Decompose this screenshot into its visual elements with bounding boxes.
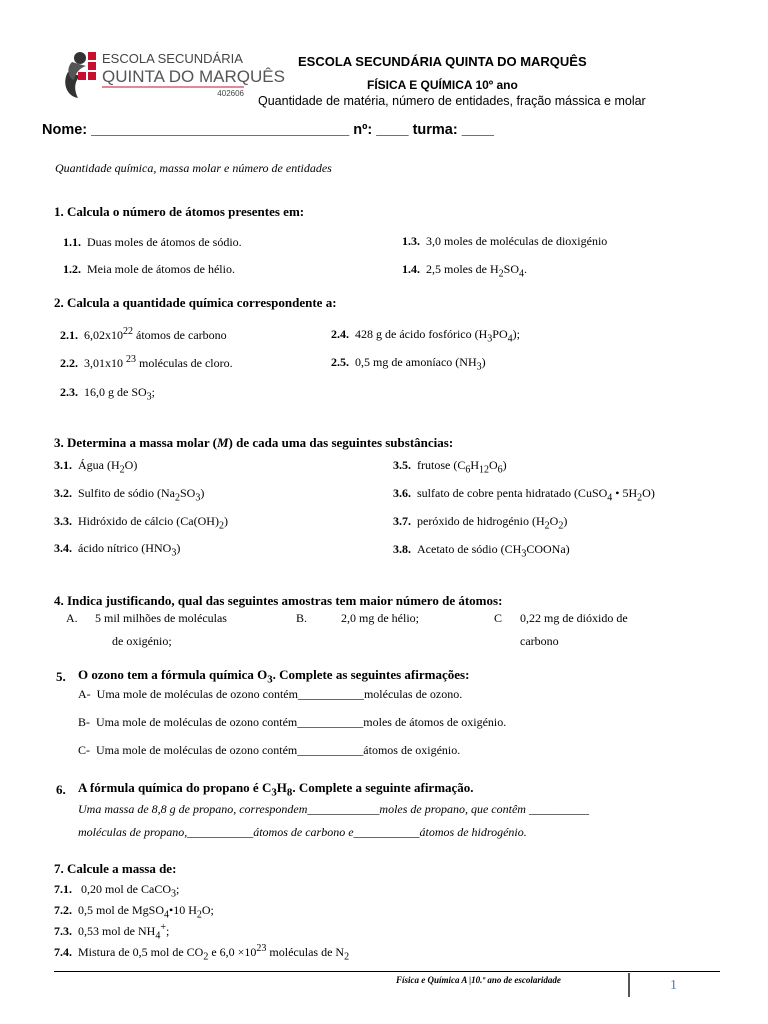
footer-divider xyxy=(628,973,630,997)
q4-option-a-line2: de oxigénio; xyxy=(112,634,172,648)
q4-option-c-line2: carbono xyxy=(520,634,559,648)
q1-item-1: 1.1. Duas moles de átomos de sódio. xyxy=(63,235,242,249)
q1-item-3: 1.3. 3,0 moles de moléculas de dioxigénio xyxy=(402,234,608,248)
school-name: ESCOLA SECUNDÁRIA QUINTA DO MARQUÊS xyxy=(298,54,587,69)
class-label: turma: xyxy=(412,122,458,138)
question-6-number: 6. xyxy=(56,782,66,797)
page-number: 1 xyxy=(670,978,677,993)
number-label: nº: xyxy=(353,122,373,138)
topic-subtitle: Quantidade de matéria, número de entidades, fração mássica e molar xyxy=(258,94,646,108)
logo-code: 402606 xyxy=(217,89,244,98)
logo-line1: ESCOLA SECUNDÁRIA xyxy=(102,51,243,66)
q2-item-1: 2.1. $6,02x10^{22}$ átomos de carbono xyxy=(60,326,227,342)
footer-text: Física e Química A |10.º ano de escolaridade xyxy=(396,975,561,985)
q3-item-7: 3.7. peróxido de hidrogénio $(H_2O_2)$ xyxy=(393,514,568,532)
school-logo xyxy=(58,42,285,104)
question-5-title: O ozono tem a fórmula química $O_3$. Complete as seguintes afirmações: xyxy=(78,667,470,686)
question-7-title: 7. Calcule a massa de: xyxy=(54,861,177,876)
number-field[interactable]: ____ xyxy=(376,122,409,138)
q4-option-c-label: C xyxy=(494,611,503,625)
question-3-title: 3. Determina a massa molar (M) de cada uma das seguintes substâncias: xyxy=(54,435,454,450)
q3-item-2: 3.2. Sulfito de sódio $(Na_2SO_3)$ xyxy=(54,486,205,504)
student-info-line xyxy=(42,122,494,138)
q3-item-4: 3.4. ácido nítrico $(HNO_3)$ xyxy=(54,541,181,559)
q6-statement-line1[interactable]: Uma massa de 8,8 g de propano, correspondem____________moles de propano, que contêm __________ xyxy=(78,802,589,816)
logo-emblem-icon xyxy=(65,52,96,98)
q7-item-4: 7.4. Mistura de 0,5 mol de $CO_2$ e $6,0 \times 10^{23}$ moléculas de $N_2$ xyxy=(54,943,350,963)
q2-item-2: 2.2. 3,01x10 $^{23}$ moléculas de cloro. xyxy=(60,354,233,370)
q7-item-2: 7.2. 0,5 mol de MgSO$_4$•10 $H_2O$; xyxy=(54,903,214,921)
q4-option-b-text: 2,0 mg de hélio; xyxy=(341,611,419,625)
logo-line2: QUINTA DO MARQUÊS xyxy=(102,67,285,86)
name-field[interactable]: ________________________________ xyxy=(91,122,350,138)
q3-item-6: 3.6. sulfato de cobre penta hidratado (CuSO$_4$ • $5H_2O$) xyxy=(393,486,655,504)
q5-blank-c[interactable]: ___________ xyxy=(297,743,364,757)
q4-option-c-line1: 0,22 mg de dióxido de xyxy=(520,611,628,625)
question-4-title: 4. Indica justificando, qual das seguintes amostras tem maior número de átomos: xyxy=(54,593,503,608)
footer-rule xyxy=(54,971,720,972)
class-field[interactable]: ____ xyxy=(461,122,494,138)
q3-item-3: 3.3. Hidróxido de cálcio $(Ca(OH)_2)$ xyxy=(54,514,228,532)
question-6-title: A fórmula química do propano é $C_3H_8$. Complete a seguinte afirmação. xyxy=(78,780,474,799)
q4-option-b-label: B. xyxy=(296,611,308,625)
q3-item-8: 3.8. Acetato de sódio $(CH_3COONa)$ xyxy=(393,542,570,560)
question-5-number: 5. xyxy=(56,669,66,684)
section-title: Quantidade química, massa molar e número de entidades xyxy=(55,161,332,175)
q4-option-a-label: A. xyxy=(66,611,78,625)
q7-item-1: 7.1. 0,20 mol de CaCO$_3$; xyxy=(54,882,180,900)
q3-item-1: 3.1. Água $(H_2O)$ xyxy=(54,458,138,476)
q5-statement-a: A- Uma mole de moléculas de ozono contém___________moléculas de ozono. xyxy=(78,687,463,701)
q4-option-a-line1: 5 mil milhões de moléculas xyxy=(95,611,227,625)
q7-item-3: 7.3. 0,53 mol de $NH_4^+$; xyxy=(54,922,170,942)
subject-title: FÍSICA E QUÍMICA 10º ano xyxy=(367,78,518,92)
q6-statement-line2[interactable]: moléculas de propano,___________átomos de carbono e___________átomos de hidrogénio. xyxy=(78,825,527,839)
q2-item-4: 2.4. 428 g de ácido fosfórico $(H_3PO_4)$; xyxy=(331,327,520,345)
q5-statement-c: C- Uma mole de moléculas de ozono contém___________átomos de oxigénio. xyxy=(78,743,461,757)
q2-item-5: 2.5. 0,5 mg de amoníaco $(NH_3)$ xyxy=(331,355,486,373)
question-2-title: 2. Calcula a quantidade química correspondente a: xyxy=(54,295,337,310)
q3-item-5: 3.5. frutose $(C_6H_{12}O_6)$ xyxy=(393,458,507,476)
q5-blank-b[interactable]: ___________ xyxy=(297,715,364,729)
q2-item-3: 2.3. 16,0 g de $SO_3$; xyxy=(60,385,156,403)
q5-statement-b: B- Uma mole de moléculas de ozono contém___________moles de átomos de oxigénio. xyxy=(78,715,507,729)
question-1-title: 1. Calcula o número de átomos presentes em: xyxy=(54,204,305,219)
q5-blank-a[interactable]: ___________ xyxy=(297,687,364,701)
name-label: Nome: xyxy=(42,122,88,138)
q1-item-4: 1.4. 2,5 moles de $H_2SO_4$. xyxy=(402,262,527,280)
q1-item-2: 1.2. Meia mole de átomos de hélio. xyxy=(63,262,235,276)
